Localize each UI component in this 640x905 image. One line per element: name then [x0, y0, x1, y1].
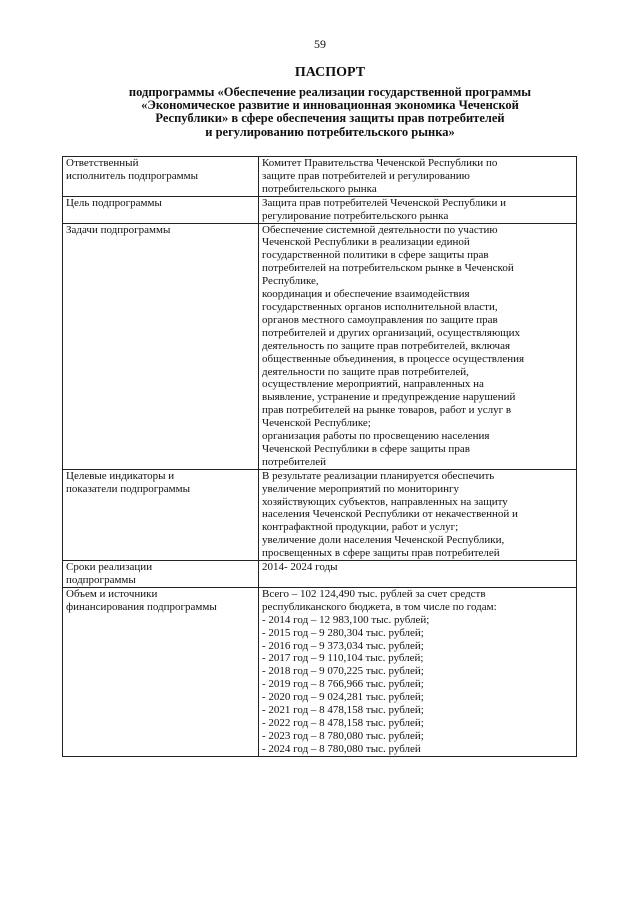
cell-text-line: - 2019 год – 8 766,966 тыс. рублей;	[262, 678, 424, 691]
passport-table-body	[63, 157, 577, 757]
passport-value-cell	[259, 223, 577, 469]
passport-label-cell	[63, 561, 259, 588]
cell-text-line: показатели подпрограммы	[66, 482, 190, 495]
cell-text-line: - 2022 год – 8 478,158 тыс. рублей;	[262, 716, 424, 729]
cell-text-line: Цель подпрограммы	[66, 196, 162, 209]
passport-value-cell	[259, 469, 577, 560]
cell-text-line: деятельность по защите прав потребителей, включая	[262, 339, 511, 352]
cell-text-line: потребителей и других организаций, осуществляющих	[262, 326, 521, 339]
cell-text-line: Объем и источники	[66, 587, 158, 600]
cell-text-line: увеличение доли населения Чеченской Республики,	[262, 534, 505, 547]
cell-text-line: организация работы по просвещению населения	[262, 430, 490, 443]
subtitle-line: Республики» в сфере обеспечения защиты прав потребителей	[155, 111, 505, 126]
cell-text-line: общественные объединения, в процессе осуществления	[262, 352, 525, 365]
cell-text-line: - 2020 год – 9 024,281 тыс. рублей;	[262, 691, 424, 704]
cell-text-line: Защита прав потребителей Чеченской Республики и	[262, 196, 506, 209]
cell-text-line: Чеченской Республике;	[262, 417, 371, 430]
passport-label-cell	[63, 587, 259, 756]
cell-text-line: Задачи подпрограммы	[66, 223, 171, 236]
cell-text-line: осуществление мероприятий, направленных на	[262, 378, 484, 391]
cell-text-line: - 2021 год – 8 478,158 тыс. рублей;	[262, 704, 424, 717]
passport-row-goal	[63, 196, 577, 223]
cell-text-line: - 2018 год – 9 070,225 тыс. рублей;	[262, 665, 424, 678]
page-number: 59	[314, 37, 326, 51]
passport-row-target-indicators	[63, 469, 577, 560]
cell-text-line: Всего – 102 124,490 тыс. рублей за счет средств	[262, 587, 486, 600]
cell-text-line: органов местного самоуправления по защите прав	[262, 313, 498, 326]
cell-text-line: координация и обеспечение взаимодействия	[262, 288, 470, 301]
subtitle-line: «Экономическое развитие и инновационная экономика Чеченской	[141, 98, 519, 113]
cell-text-line: хозяйствующих субъектов, направленных на защиту	[262, 495, 508, 508]
passport-value-cell	[259, 157, 577, 197]
cell-text-line: потребителей на потребительском рынке в Чеченской	[262, 262, 514, 275]
passport-row-funding	[63, 587, 577, 756]
cell-text-line: деятельности по защите прав потребителей,	[262, 365, 469, 378]
cell-text-line: потребительского рынка	[262, 182, 377, 195]
cell-text-line: - 2023 год – 8 780,080 тыс. рублей;	[262, 729, 424, 742]
passport-value-cell	[259, 561, 577, 588]
cell-text-line: - 2024 год – 8 780,080 тыс. рублей	[262, 742, 421, 755]
passport-label-cell	[63, 157, 259, 197]
cell-text-line: Комитет Правительства Чеченской Республики по	[262, 157, 498, 169]
cell-text-line: - 2015 год – 9 280,304 тыс. рублей;	[262, 626, 424, 639]
cell-text-line: прав потребителей на рынке товаров, работ и услуг в	[262, 404, 512, 417]
cell-text-line: 2014- 2024 годы	[262, 561, 338, 574]
cell-text-line: подпрограммы	[66, 574, 136, 586]
cell-text-line: выявление, устранение и предупреждение нарушений	[262, 391, 516, 404]
passport-row-responsible-executor	[63, 157, 577, 197]
cell-text-line: Республике,	[262, 275, 319, 288]
cell-text-line: республиканского бюджета, в том числе по годам:	[262, 600, 497, 613]
cell-text-line: В результате реализации планируется обеспечить	[262, 469, 495, 482]
cell-text-line: - 2017 год – 9 110,104 тыс. рублей;	[262, 652, 424, 665]
passport-row-tasks	[63, 223, 577, 469]
cell-text-line: увеличение мероприятий по мониторингу	[262, 482, 460, 495]
passport-table	[62, 156, 577, 757]
cell-text-line: государственных органов исполнительной власти,	[262, 300, 498, 313]
subtitle-line: и регулированию потребительского рынка»	[205, 124, 455, 139]
passport-row-implementation-period	[63, 561, 577, 588]
cell-text-line: - 2016 год – 9 373,034 тыс. рублей;	[262, 639, 424, 652]
cell-text-line: исполнитель подпрограммы	[66, 169, 198, 182]
cell-text-line: Ответственный	[66, 157, 139, 169]
cell-text-line: потребителей	[262, 455, 326, 468]
cell-text-line: просвещенных в сфере защиты прав потребителей	[262, 547, 500, 560]
subtitle-line: подпрограммы «Обеспечение реализации государственной программы	[128, 85, 532, 99]
cell-text-line: регулирование потребительского рынка	[262, 209, 449, 222]
passport-value-cell	[259, 196, 577, 223]
passport-label-cell	[63, 196, 259, 223]
cell-text-line: Целевые индикаторы и	[66, 469, 175, 482]
cell-text-line: защите прав потребителей и регулированию	[262, 169, 470, 182]
passport-label-cell	[63, 223, 259, 469]
cell-text-line: государственной политики в сфере защиты прав	[262, 249, 489, 262]
cell-text-line: Сроки реализации	[66, 561, 153, 574]
cell-text-line: финансирования подпрограммы	[66, 600, 217, 613]
cell-text-line: - 2014 год – 12 983,100 тыс. рублей;	[262, 613, 430, 626]
cell-text-line: Чеченской Республики в сфере защиты прав	[262, 442, 470, 455]
passport-label-cell	[63, 469, 259, 560]
cell-text-line: Чеченской Республики в реализации единой	[262, 236, 470, 249]
document-heading: ПАСПОРТ	[294, 65, 366, 80]
cell-text-line: населения Чеченской Республики от некачественной и	[262, 508, 518, 521]
cell-text-line: Обеспечение системной деятельности по участию	[262, 223, 498, 236]
passport-value-cell	[259, 587, 577, 756]
cell-text-line: контрафактной продукции, работ и услуг;	[262, 521, 459, 534]
document-subtitle	[60, 86, 600, 139]
